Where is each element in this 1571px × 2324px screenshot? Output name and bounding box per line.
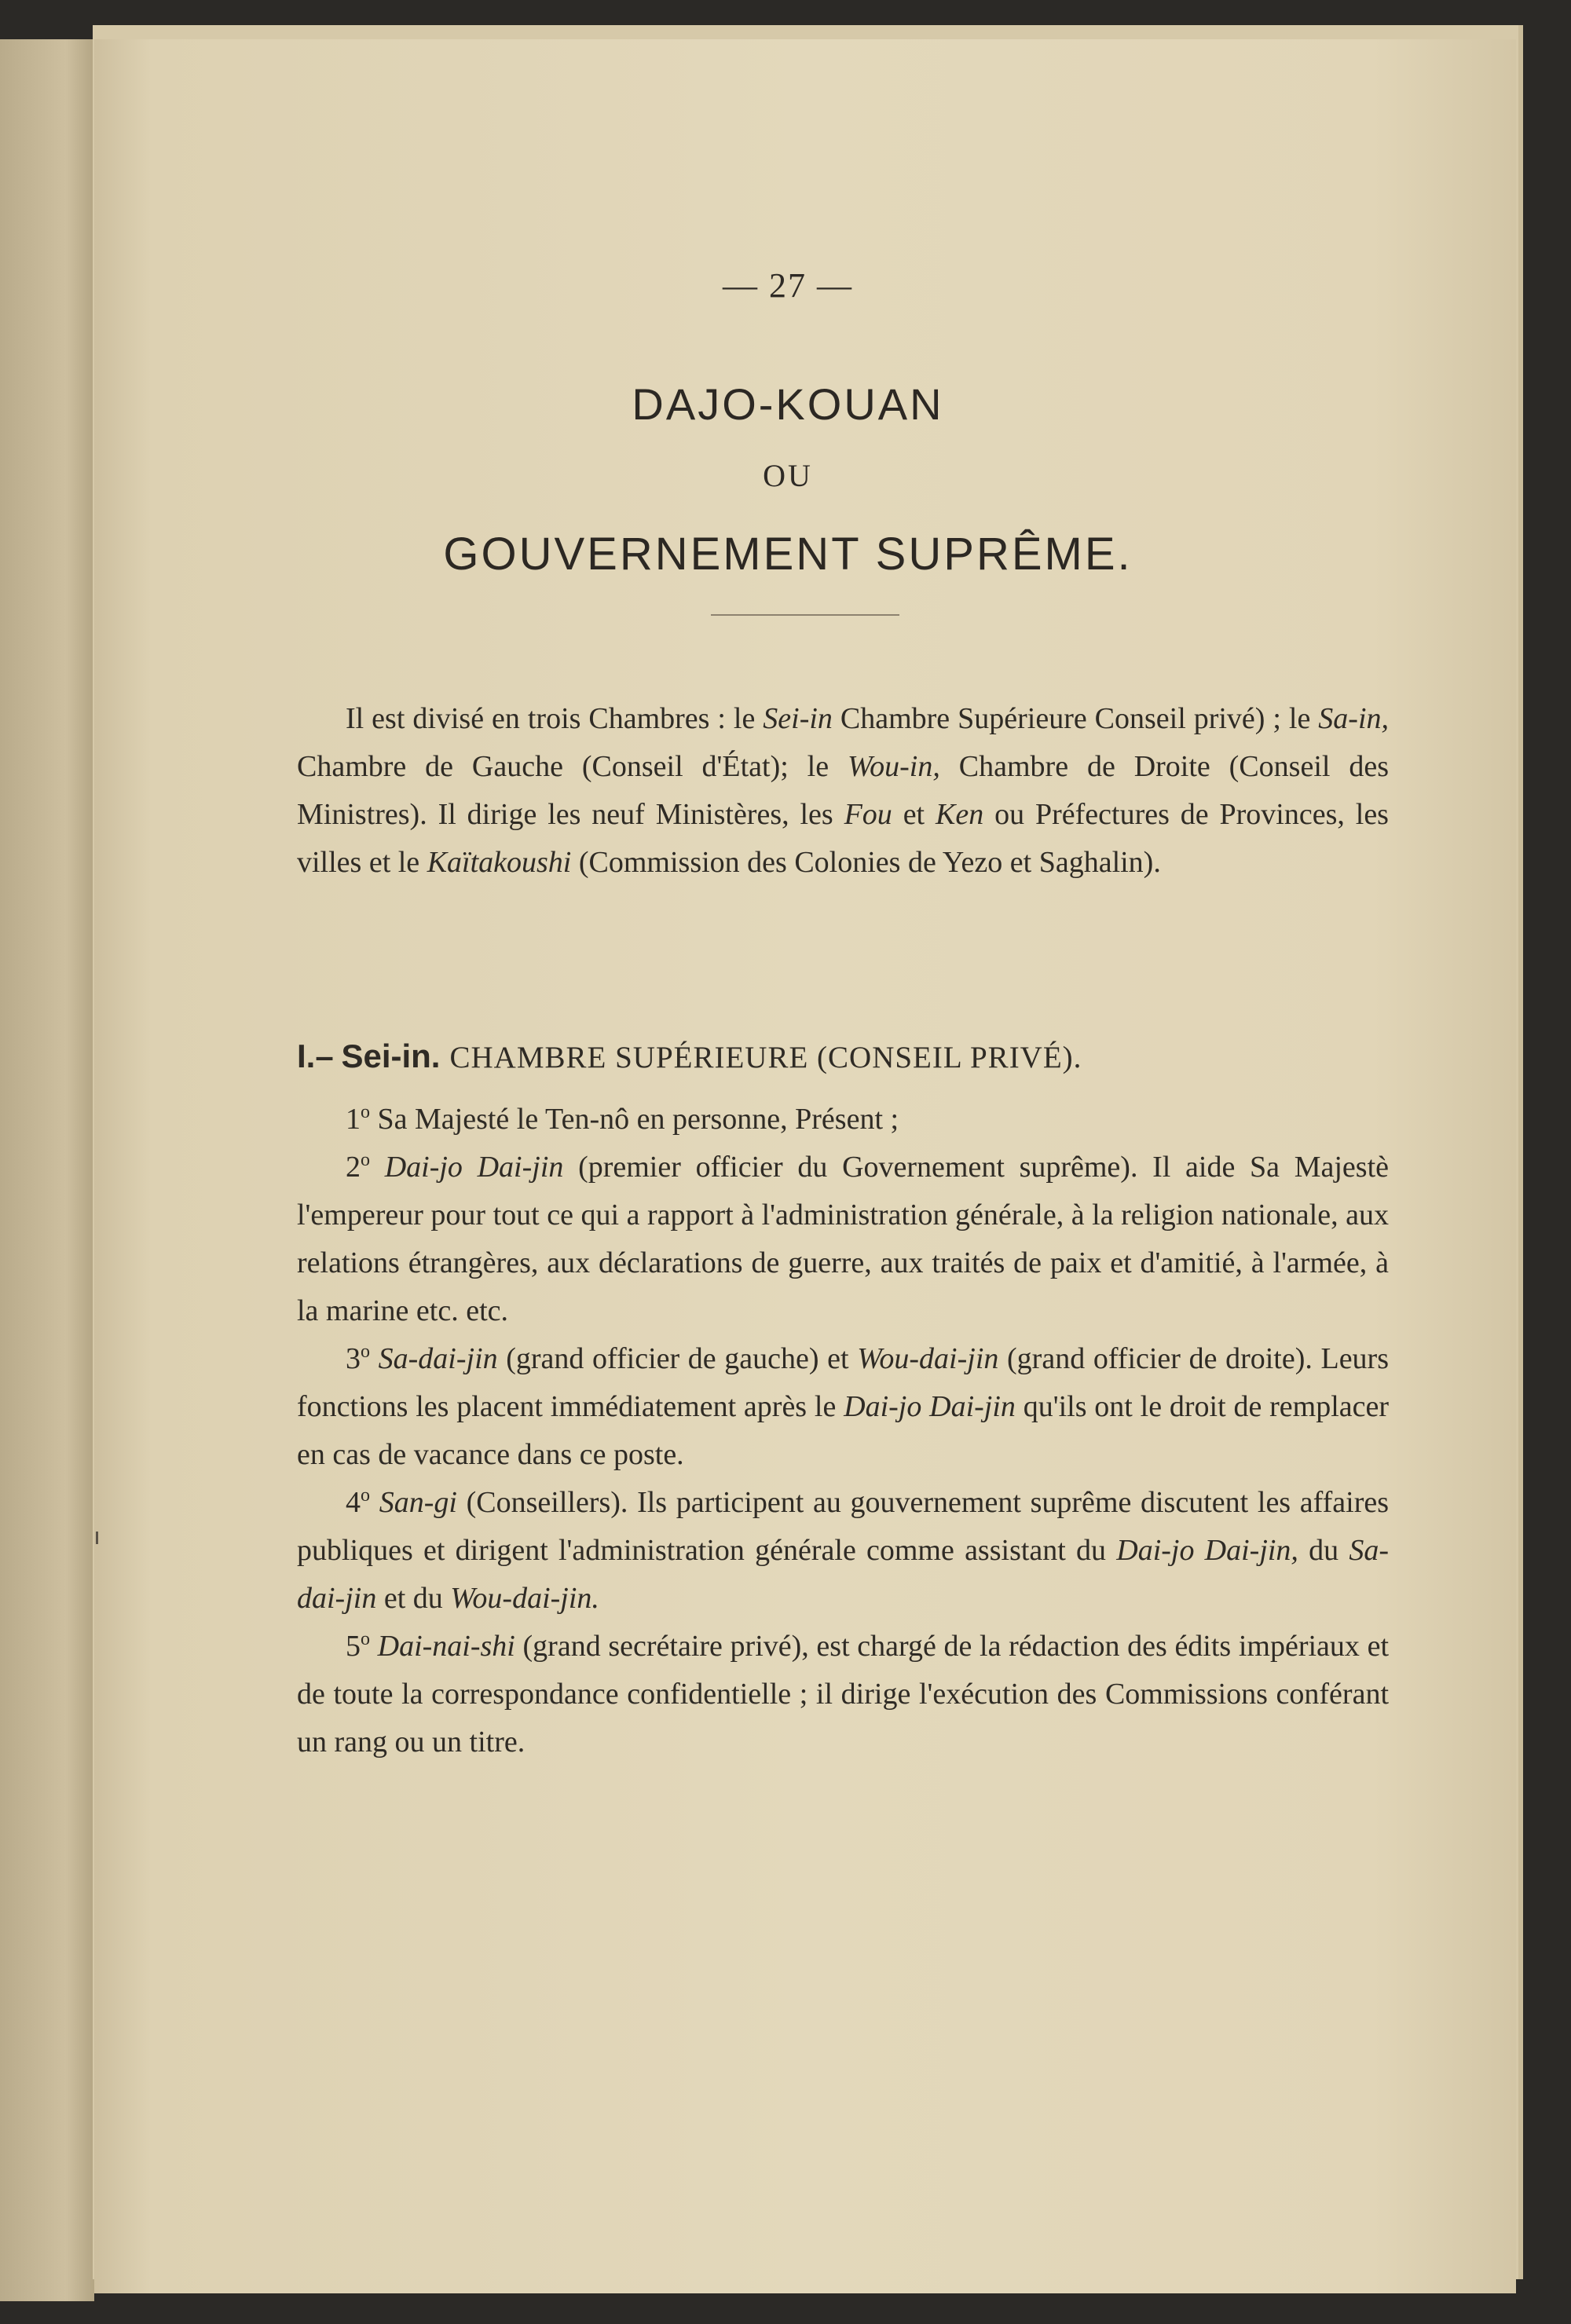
- intro-text-1: Il est divisé en trois Chambres : le: [346, 702, 764, 735]
- item-text: du: [1298, 1534, 1349, 1567]
- list-item: [297, 1479, 1389, 1623]
- item-term: Sa-dai-jin: [297, 1534, 1390, 1615]
- items-block: [297, 1096, 1389, 1766]
- page-subtitle: GOUVERNEMENT SUPRÊME.: [443, 529, 1133, 580]
- section-title: CHAMBRE SUPÉRIEURE (CONSEIL PRIVÉ).: [449, 1041, 1082, 1074]
- intro-text-5: et: [892, 798, 936, 831]
- intro-block: [297, 695, 1389, 887]
- page-number: — 27 —: [723, 266, 853, 305]
- intro-text-4: Chambre de Droite (Conseil des Ministres). Il dirige les neuf Ministères, les: [297, 750, 1389, 831]
- item-ordinal-mark: o: [361, 1102, 370, 1122]
- item-ordinal-mark: o: [361, 1485, 370, 1506]
- item-number: 3: [346, 1342, 361, 1375]
- item-ordinal-mark: o: [361, 1341, 370, 1362]
- section-number: I.–: [297, 1038, 334, 1074]
- item-text: Sa Majesté le Ten-nô en personne, Présent ;: [370, 1103, 899, 1136]
- item-text: qu'ils ont le droit de remplacer en cas de vacance dans ce poste.: [297, 1390, 1390, 1471]
- intro-text-3: Chambre de Gauche (Conseil d'État); le: [297, 750, 848, 783]
- title-rule: [711, 614, 899, 616]
- list-item: [297, 1623, 1389, 1766]
- section-name: Sei-in.: [341, 1038, 441, 1074]
- item-text: (grand officier de gauche) et: [497, 1342, 858, 1375]
- item-term: Dai-jo Dai-jin: [844, 1390, 1016, 1423]
- intro-term-ken: Ken: [936, 798, 984, 831]
- intro-term-sei-in: Sei-in: [763, 702, 833, 735]
- intro-term-kaitakoushi: Kaïtakoushi: [427, 846, 572, 879]
- item-term: Dai-jo Dai-jin,: [1116, 1534, 1298, 1567]
- item-term: San-gi: [379, 1486, 457, 1519]
- item-number: 4: [346, 1486, 361, 1519]
- page-title: DAJO-KOUAN: [632, 379, 944, 429]
- intro-term-sa-in: Sa-in,: [1318, 702, 1390, 735]
- item-term: Wou-dai-jin.: [450, 1582, 599, 1615]
- item-text: (grand officier de droite). Leurs fonctions les placent immédiatement après le: [297, 1342, 1390, 1423]
- intro-paragraph: [297, 695, 1389, 887]
- book-page: [94, 39, 1516, 2293]
- item-term: Dai-nai-shi: [377, 1630, 515, 1663]
- section-heading: [297, 1037, 1412, 1078]
- title-conjunction: OU: [763, 458, 813, 493]
- item-number: 1: [346, 1103, 361, 1136]
- intro-text-2: Chambre Supérieure Conseil privé) ; le: [832, 702, 1319, 735]
- item-text: (premier officier du Governement suprême). Il aide Sa Majestè l'empereur pour tout ce qui a rapport à l'administration générale, à la religion nationale, aux relations étrangères, aux déclarations de guerre, aux traités de paix et d'amitié, à l'armée, à la marine etc. etc.: [297, 1151, 1389, 1327]
- gutter-ink-mark: [96, 1532, 98, 1544]
- previous-page-edge: [0, 39, 94, 2301]
- intro-text-6: ou Préfectures de Provinces, les villes et le: [297, 798, 1389, 879]
- intro-term-wou-in: Wou-in,: [847, 750, 940, 783]
- list-item: [297, 1096, 1389, 1144]
- item-text: (Conseillers). Ils participent au gouvernement suprême discutent les affaires publiques et dirigent l'administration générale comme assistant du: [297, 1486, 1390, 1567]
- item-text: (grand secrétaire privé), est chargé de la rédaction des édits impériaux et de toute la correspondance confidentielle ; il dirige l'exécution des Commissions conférant un rang ou un titre.: [297, 1630, 1390, 1759]
- item-ordinal-mark: o: [361, 1150, 370, 1170]
- intro-term-fou: Fou: [844, 798, 892, 831]
- list-item: [297, 1335, 1389, 1479]
- item-term: Sa-dai-jin: [378, 1342, 498, 1375]
- intro-text-7: (Commission des Colonies de Yezo et Saghalin).: [571, 846, 1161, 879]
- list-item: [297, 1144, 1389, 1335]
- item-ordinal-mark: o: [361, 1629, 370, 1649]
- item-text: et du: [376, 1582, 451, 1615]
- item-term: Wou-dai-jin: [857, 1342, 999, 1375]
- item-number: 5: [346, 1630, 361, 1663]
- item-number: 2: [346, 1151, 361, 1184]
- item-term: Dai-jo Dai-jin: [384, 1151, 564, 1184]
